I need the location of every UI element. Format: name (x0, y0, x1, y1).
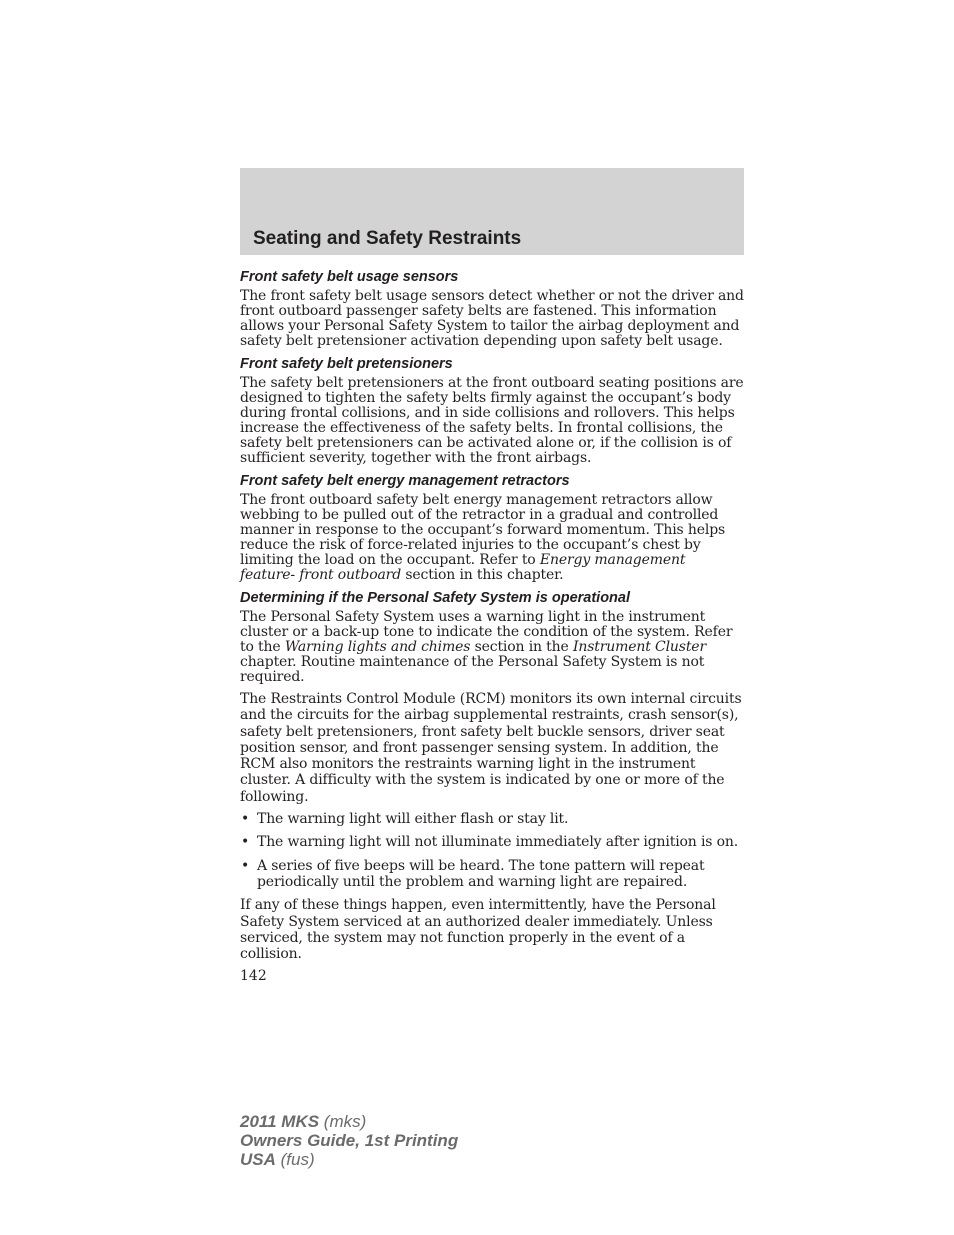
footer-region: USA (240, 1150, 276, 1169)
heading-usage-sensors: Front safety belt usage sensors (240, 269, 459, 285)
heading-determining-operational: Determining if the Personal Safety System is operational (240, 590, 630, 606)
retractors-reference: Energy management feature- front outboard (240, 552, 686, 583)
bullet-icon: • (241, 811, 250, 828)
heading-energy-retractors: Front safety belt energy management retractors (240, 473, 570, 489)
document-footer (240, 1112, 458, 1169)
retractors-text-start: The front outboard safety belt energy management retractors allow webbing to be pulled out of the retractor in a gradual and controlled manner in response to the occupant’s forward momentum. This helps reduce the risk of force-related injuries to the occupant’s chest by limiting the load on the occupant. Refer to (240, 492, 726, 568)
difficulty-list (240, 811, 744, 890)
warning-text-b: section in the (470, 639, 573, 655)
list-item-text: The warning light will not illuminate immediately after ignition is on. (257, 834, 739, 851)
paragraph-usage-sensors: The front safety belt usage sensors detect whether or not the driver and front outboard passenger safety belts are fastened. This information allows your Personal Safety System to tailor the airbag deployment and safety belt pretensioner activation depending upon safety belt usage. (240, 288, 744, 349)
footer-region-code: (fus) (280, 1150, 315, 1169)
warning-text-c: chapter. Routine maintenance of the Personal Safety System is not required. (240, 654, 705, 685)
list-item-text: The warning light will either flash or stay lit. (257, 811, 569, 828)
footer-model-code: (mks) (323, 1112, 367, 1131)
instrument-cluster-reference: Instrument Cluster (572, 639, 706, 655)
paragraph-service-advice: If any of these things happen, even intermittently, have the Personal Safety System serviced at an authorized dealer immediately. Unless serviced, the system may not function properly in the event of a collision. (240, 897, 716, 963)
list-item (240, 834, 744, 850)
paragraph-rcm: The Restraints Control Module (RCM) monitors its own internal circuits and the circuits for the airbag supplemental restraints, crash sensor(s), safety belt pretensioners, front safety belt buckle sensors, driver seat position sensor, and front passenger sensing system. In addition, the RCM also monitors the restraints warning light in the instrument cluster. A difficulty with the system is indicated by one or more of the following. (240, 691, 742, 805)
page-content (240, 268, 744, 984)
list-item (240, 811, 744, 827)
footer-model-line (240, 1112, 458, 1131)
list-item-text: A series of five beeps will be heard. The tone pattern will repeat periodically until the problem and warning light are repaired. (257, 857, 705, 890)
paragraph-pretensioners: The safety belt pretensioners at the front outboard seating positions are designed to tighten the safety belts firmly against the occupant’s body during frontal collisions, and in side collisions and rollovers. This helps increase the effectiveness of the safety belts. In frontal collisions, the safety belt pretensioners can be activated alone or, if the collision is of sufficient severity, together with the front airbags. (240, 375, 744, 466)
warning-text-a: The Personal Safety System uses a warning light in the instrument cluster or a back-up tone to indicate the condition of the system. Refer to the (240, 609, 733, 655)
footer-model: 2011 MKS (240, 1112, 320, 1131)
retractors-text-end: section in this chapter. (401, 567, 564, 583)
page-number: 142 (240, 968, 267, 985)
section-header-band (240, 168, 744, 255)
footer-region-line (240, 1150, 458, 1169)
list-item (240, 858, 744, 891)
paragraph-energy-retractors (240, 493, 744, 583)
paragraph-warning-light (240, 610, 744, 685)
bullet-icon: • (241, 834, 250, 851)
chapter-title: Seating and Safety Restraints (253, 228, 522, 249)
footer-guide-line (240, 1131, 458, 1150)
warning-lights-reference: Warning lights and chimes (284, 639, 471, 655)
heading-pretensioners: Front safety belt pretensioners (240, 356, 453, 372)
bullet-icon: • (241, 857, 250, 874)
footer-guide: Owners Guide, 1st Printing (240, 1131, 459, 1150)
